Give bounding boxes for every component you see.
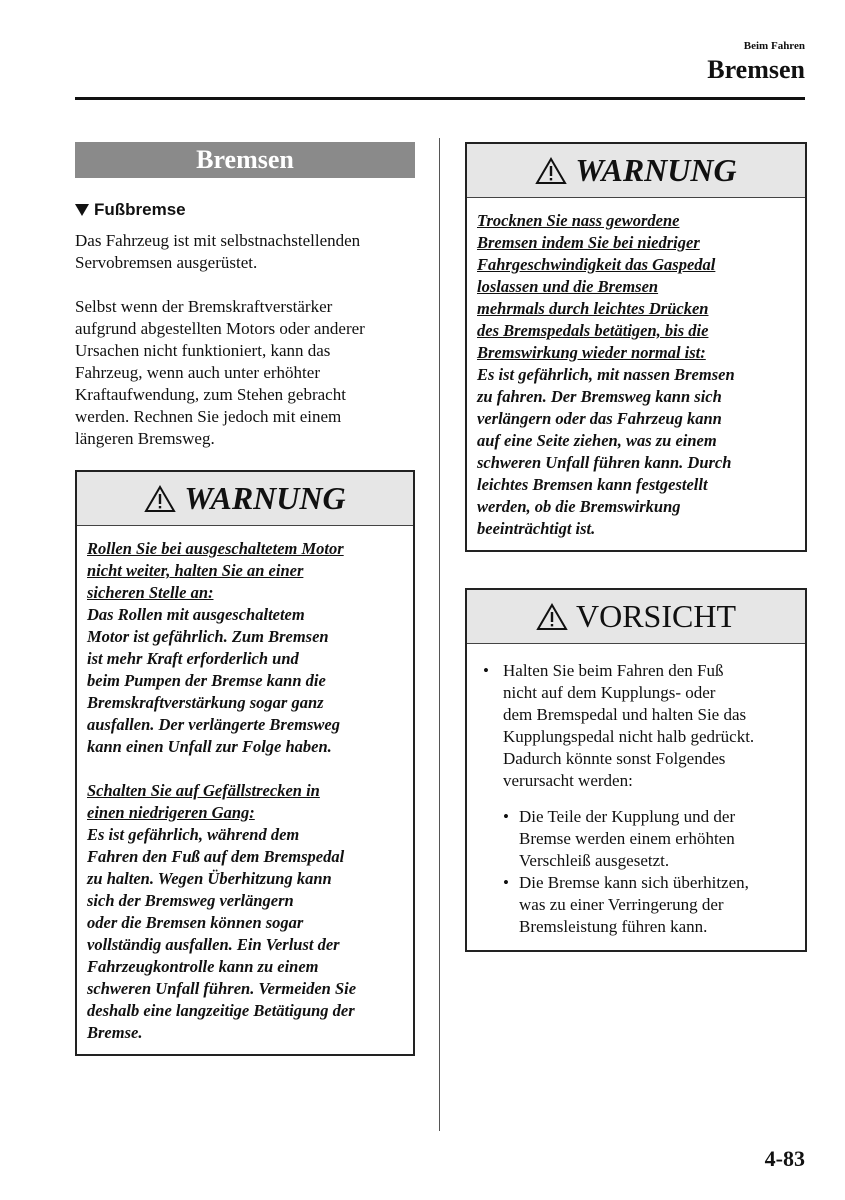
sub-bullet-item [503, 872, 793, 938]
header-rule [75, 97, 805, 100]
warning-body [77, 526, 413, 1054]
text-line: sicheren Stelle an: [87, 583, 214, 602]
warning-label: WARNUNG [184, 480, 346, 516]
text-line: zu halten. Wegen Überhitzung kann [87, 869, 332, 888]
right-column [465, 142, 807, 952]
text-line: des Bremspedals betätigen, bis die [477, 321, 709, 340]
section-title: Bremsen [75, 142, 415, 178]
text-line: Dadurch könnte sonst Folgendes [503, 749, 726, 768]
caution-label: VORSICHT [575, 598, 736, 634]
triangle-down-icon [75, 204, 89, 216]
text-line: Bremswirkung wieder normal ist: [477, 343, 706, 362]
text-line: zu fahren. Der Bremsweg kann sich [477, 387, 722, 406]
text-line: Selbst wenn der Bremskraftverstärker [75, 297, 333, 316]
bullet: • [483, 661, 489, 680]
subheading [75, 200, 415, 220]
text-line: beeinträchtigt ist. [477, 519, 596, 538]
text-line: werden. Rechnen Sie jedoch mit einem [75, 407, 342, 426]
text-line: Verschleiß ausgesetzt. [519, 851, 670, 870]
text-line: kann einen Unfall zur Folge haben. [87, 737, 332, 756]
text-line: Fahrzeugkontrolle kann zu einem [87, 957, 319, 976]
text-line: auf eine Seite ziehen, was zu einem [477, 431, 717, 450]
sub-bullet-list [503, 806, 793, 938]
left-column [75, 142, 415, 1056]
warning-box-left [75, 470, 415, 1056]
text-line: längeren Bremsweg. [75, 429, 215, 448]
warning-triangle-icon [144, 485, 176, 513]
warning-header [467, 144, 805, 198]
text-line: sich der Bremsweg verlängern [87, 891, 294, 910]
warning-triangle-icon [535, 157, 567, 185]
text-line: Schalten Sie auf Gefällstrecken in [87, 781, 320, 800]
text-line: einen niedrigeren Gang: [87, 803, 255, 822]
text-line: deshalb eine langzeitige Betätigung der [87, 1001, 355, 1020]
text-line: ausfallen. Der verlängerte Bremsweg [87, 715, 340, 734]
bullet: • [503, 873, 509, 892]
text-line: Halten Sie beim Fahren den Fuß [503, 661, 724, 680]
paragraph-2 [75, 296, 415, 450]
text-line: Bremse werden einem erhöhten [519, 829, 735, 848]
text-line: werden, ob die Bremswirkung [477, 497, 681, 516]
bullet-item [483, 660, 793, 792]
text-line: schweren Unfall führen kann. Durch [477, 453, 732, 472]
text-line: Trocknen Sie nass gewordene [477, 211, 680, 230]
text-line: Rollen Sie bei ausgeschaltetem Motor [87, 539, 344, 558]
text-line: Bremse. [87, 1023, 143, 1042]
text-line: schweren Unfall führen. Vermeiden Sie [87, 979, 357, 998]
sub-bullet-item [503, 806, 793, 872]
paragraph-1 [75, 230, 415, 274]
page-header-title: Bremsen [707, 55, 805, 84]
text-line: was zu einer Verringerung der [519, 895, 724, 914]
text-line: Motor ist gefährlich. Zum Bremsen [87, 627, 329, 646]
text-line: Das Fahrzeug ist mit selbstnachstellenden [75, 231, 361, 250]
text-line: Servobremsen ausgerüstet. [75, 253, 258, 272]
text-line: nicht auf dem Kupplungs- oder [503, 683, 716, 702]
text-line: oder die Bremsen können sogar [87, 913, 304, 932]
bullet: • [503, 807, 509, 826]
chapter-label: Beim Fahren [743, 40, 805, 52]
caution-header [467, 590, 805, 644]
text-line: Die Teile der Kupplung und der [519, 807, 736, 826]
caution-body [467, 644, 805, 950]
warning-body [467, 198, 805, 550]
text-line: verursacht werden: [503, 771, 633, 790]
page-number: 4-83 [764, 1146, 805, 1171]
text-line: Kraftaufwendung, zum Stehen gebracht [75, 385, 346, 404]
text-line: Das Rollen mit ausgeschaltetem [87, 605, 305, 624]
text-line: beim Pumpen der Bremse kann die [87, 671, 326, 690]
text-line: Es ist gefährlich, während dem [87, 825, 300, 844]
text-line: Fahrgeschwindigkeit das Gaspedal [477, 255, 716, 274]
text-line: Die Bremse kann sich überhitzen, [519, 873, 749, 892]
text-line: verlängern oder das Fahrzeug kann [477, 409, 722, 428]
text-line: Fahrzeug, wenn auch unter erhöhter [75, 363, 320, 382]
warning-label: WARNUNG [575, 152, 737, 188]
text-line: ist mehr Kraft erforderlich und [87, 649, 299, 668]
text-line: Bremskraftverstärkung sogar ganz [87, 693, 324, 712]
text-line: vollständig ausfallen. Ein Verlust der [87, 935, 340, 954]
text-line: dem Bremspedal und halten Sie das [503, 705, 747, 724]
text-line: Kupplungspedal nicht halb gedrückt. [503, 727, 755, 746]
text-line: loslassen und die Bremsen [477, 277, 659, 296]
caution-box [465, 588, 807, 952]
text-line: nicht weiter, halten Sie an einer [87, 561, 304, 580]
warning-box-right [465, 142, 807, 552]
text-line: Bremsleistung führen kann. [519, 917, 708, 936]
warning-triangle-icon [536, 603, 568, 631]
subheading-text: Fußbremse [94, 200, 186, 219]
text-line: aufgrund abgestellten Motors oder anderer [75, 319, 365, 338]
text-line: Ursachen nicht funktioniert, kann das [75, 341, 331, 360]
text-line: Fahren den Fuß auf dem Bremspedal [87, 847, 345, 866]
warning-header [77, 472, 413, 526]
text-line: leichtes Bremsen kann festgestellt [477, 475, 708, 494]
text-line: Es ist gefährlich, mit nassen Bremsen [477, 365, 735, 384]
text-line: mehrmals durch leichtes Drücken [477, 299, 709, 318]
column-divider [439, 138, 440, 1131]
text-line: Bremsen indem Sie bei niedriger [477, 233, 700, 252]
